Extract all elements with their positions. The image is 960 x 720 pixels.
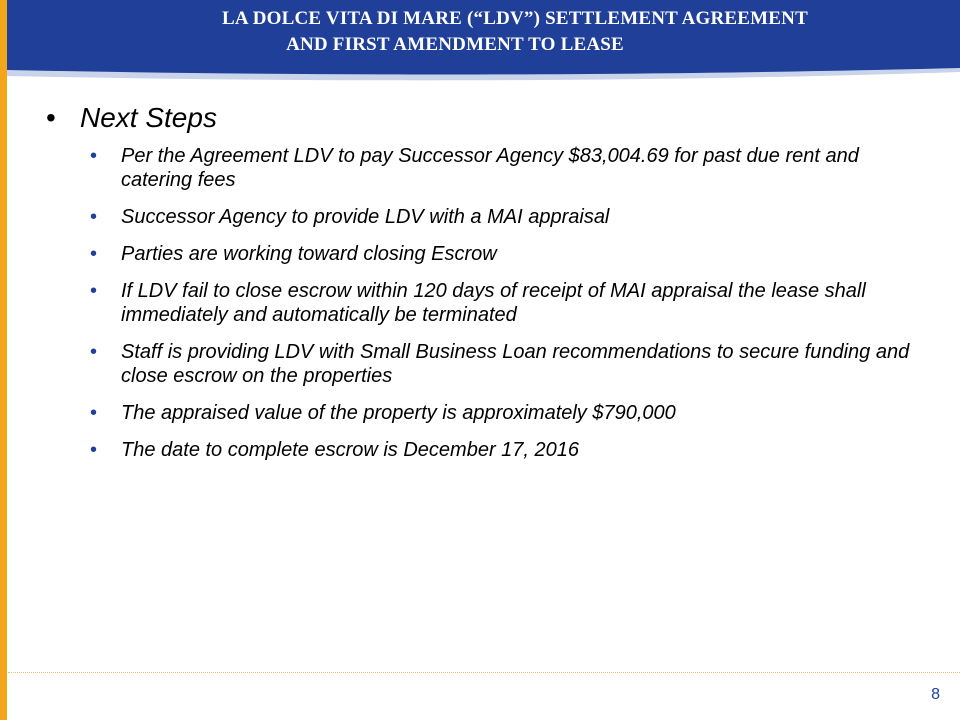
list-item xyxy=(46,401,926,425)
sub-bullet: • xyxy=(90,439,98,461)
sub-bullet: • xyxy=(90,145,98,167)
list-item xyxy=(46,144,926,192)
slide-title-line-2: AND FIRST AMENDMENT TO LEASE xyxy=(286,34,624,55)
list-item xyxy=(46,279,926,327)
sub-bullet: • xyxy=(90,402,98,424)
list-item-text: Per the Agreement LDV to pay Successor Agency $83,004.69 for past due rent and catering fees xyxy=(121,145,859,191)
slide-title xyxy=(90,6,930,58)
list-item xyxy=(46,438,926,462)
section-heading xyxy=(46,100,926,136)
footer-divider xyxy=(8,672,960,673)
slide-title-line-1: LA DOLCE VITA DI MARE (“LDV”) SETTLEMENT AGREEMENT xyxy=(222,8,808,29)
list-item-text: The date to complete escrow is December 17, 2016 xyxy=(121,439,580,461)
list-item xyxy=(46,242,926,266)
slide-content xyxy=(46,100,926,475)
page-number: 8 xyxy=(931,686,940,703)
list-item-text: Successor Agency to provide LDV with a MAI appraisal xyxy=(121,206,610,228)
list-item-text: Parties are working toward closing Escrow xyxy=(121,243,497,265)
heading-bullet: • xyxy=(46,102,56,133)
sub-bullet: • xyxy=(90,341,98,363)
sub-bullet: • xyxy=(90,206,98,228)
list-item-text: Staff is providing LDV with Small Business Loan recommendations to secure funding and close escrow on the properties xyxy=(121,341,910,387)
list-item-text: The appraised value of the property is approximately $790,000 xyxy=(121,402,676,424)
list-item xyxy=(46,340,926,388)
list-item-text: If LDV fail to close escrow within 120 days of receipt of MAI appraisal the lease shall immediately and automatically be terminated xyxy=(121,280,866,326)
next-steps-list xyxy=(46,144,926,462)
sub-bullet: • xyxy=(90,243,98,265)
sub-bullet: • xyxy=(90,280,98,302)
list-item xyxy=(46,205,926,229)
left-accent-bar xyxy=(0,0,7,720)
section-heading-text: Next Steps xyxy=(80,102,217,133)
